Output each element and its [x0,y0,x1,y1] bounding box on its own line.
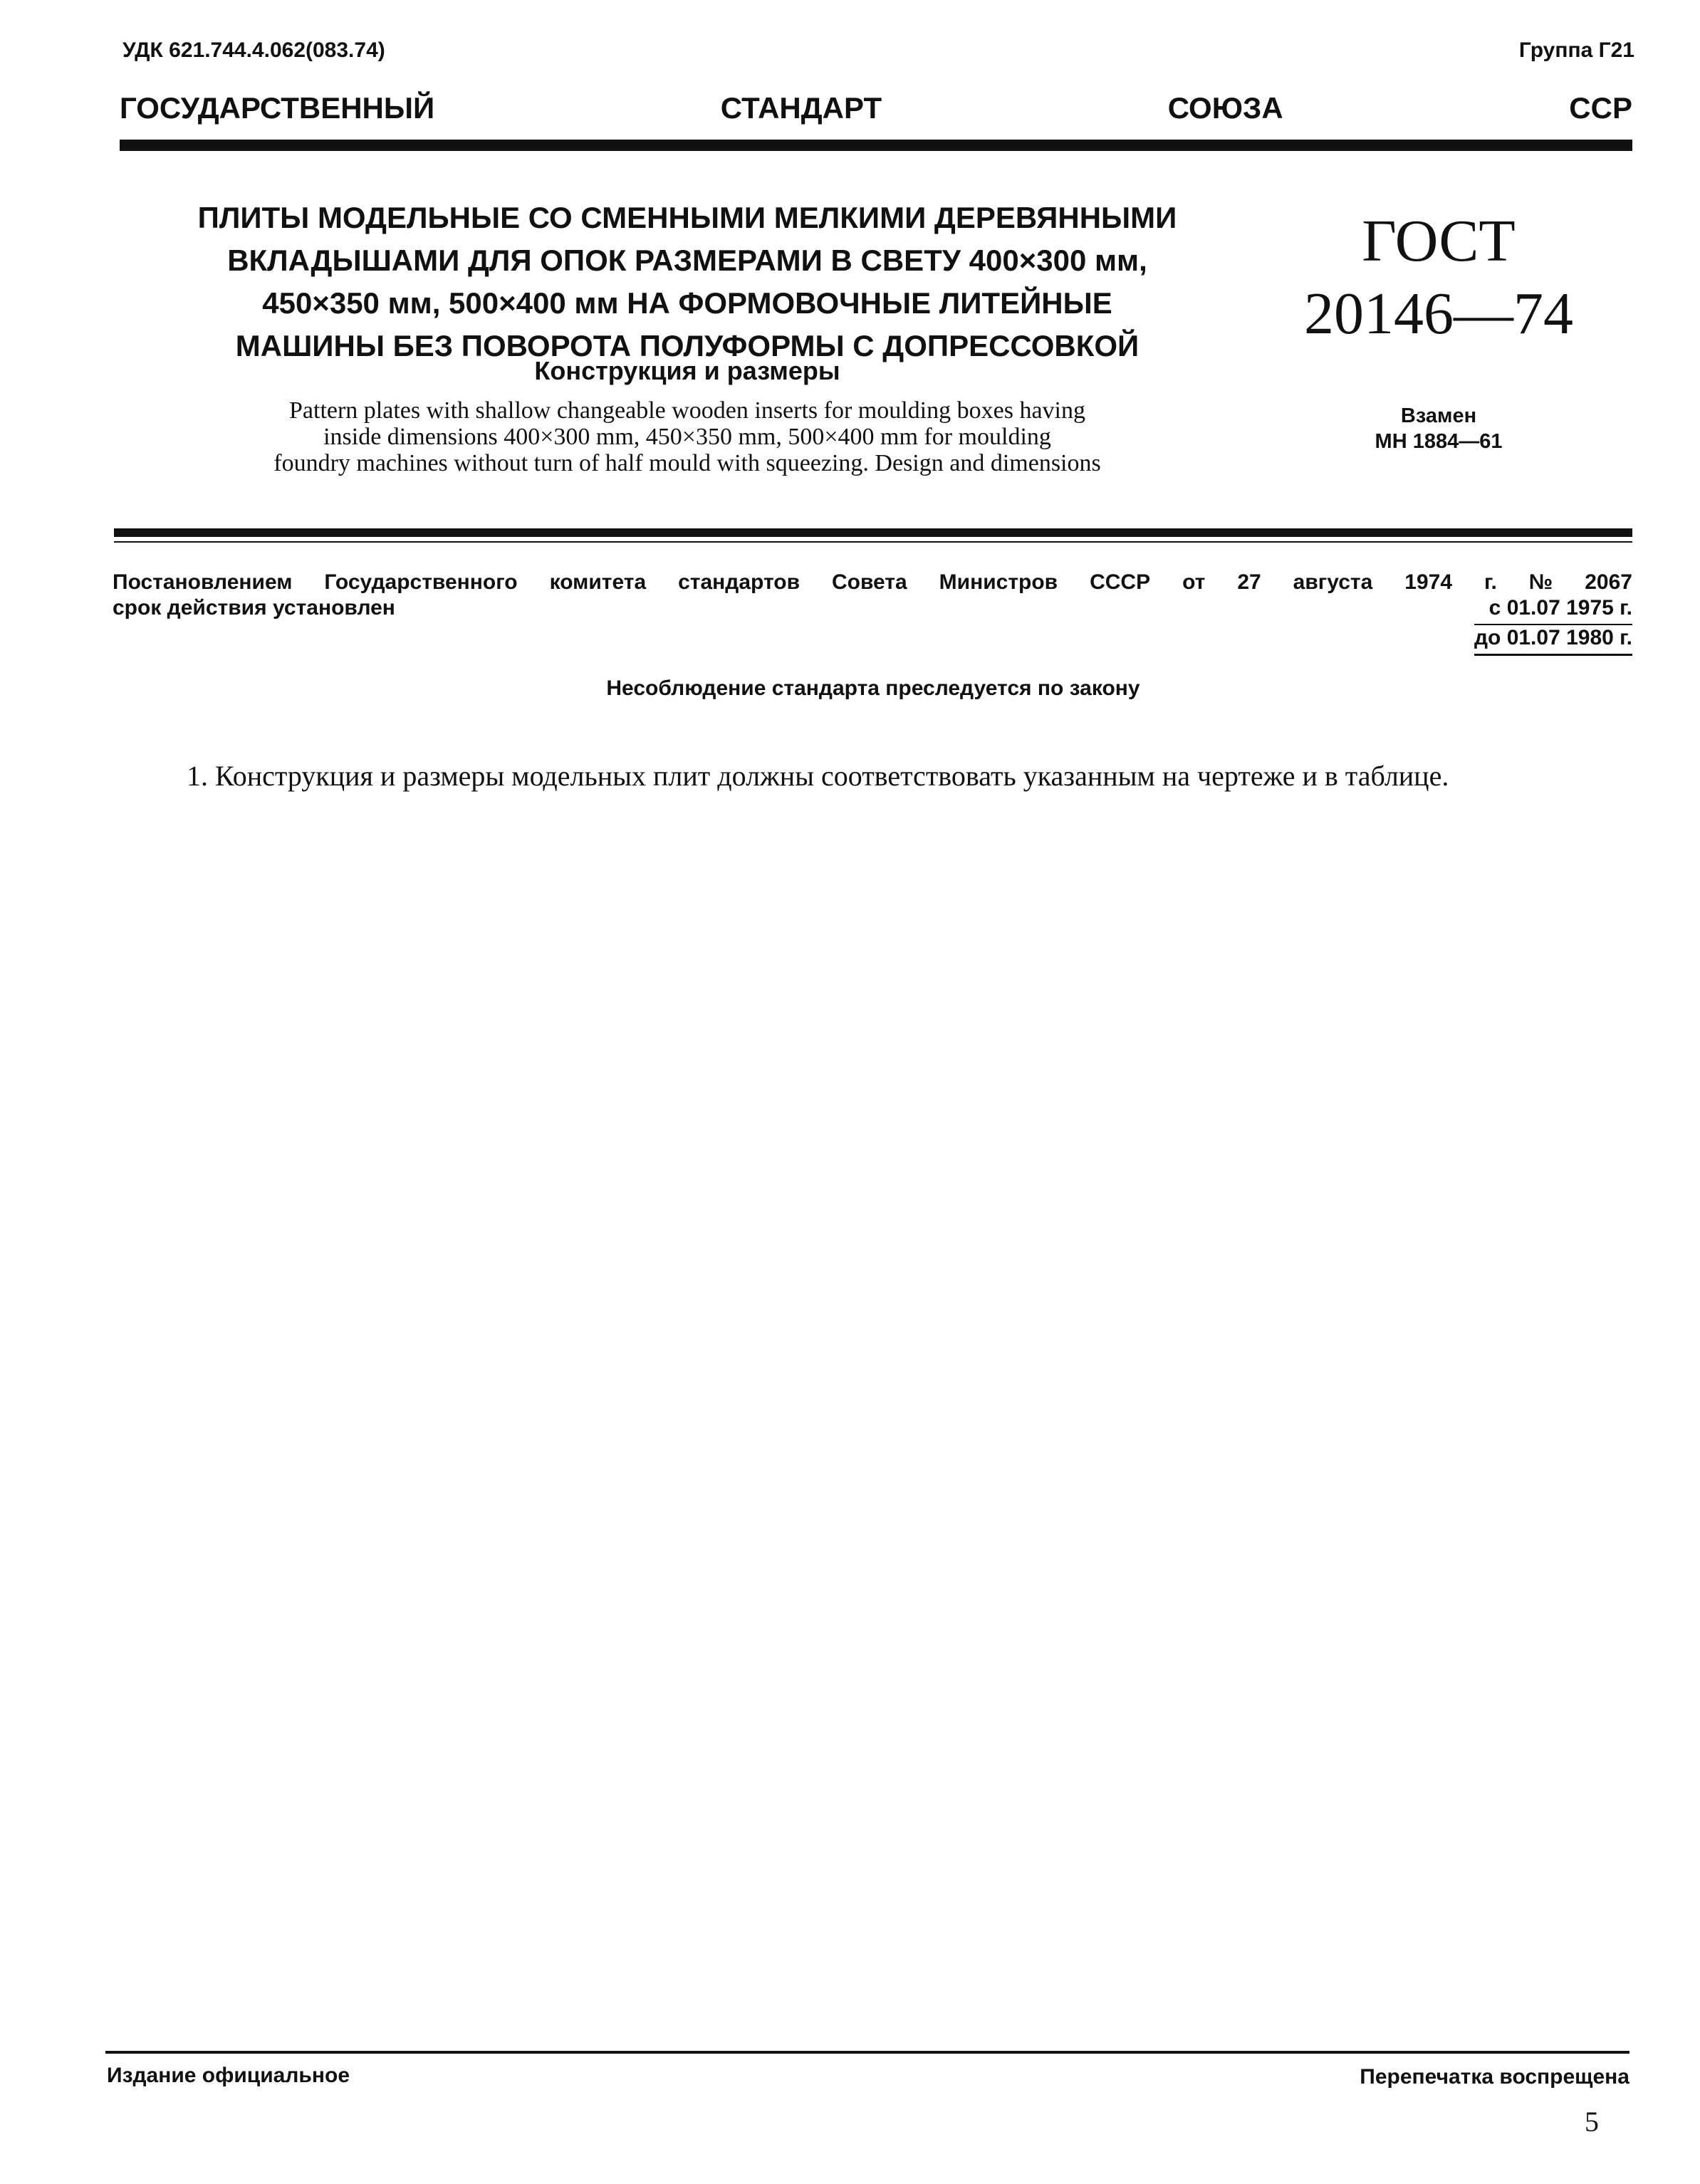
edition-note: Издание официальное [107,2064,350,2087]
replaces-label: Взамен [1400,404,1477,427]
decree-word: СССР [1090,570,1151,594]
decree-word: Государственного [324,570,518,594]
section-rule-thin [114,541,1632,543]
title-line: 450×350 мм, 500×400 мм НА ФОРМОВОЧНЫЕ ЛИТЕЙНЫЕ [262,286,1112,320]
group-code: Группа Г21 [1518,38,1634,62]
decree-word: 1974 [1404,570,1453,594]
term-label: срок действия установлен [113,596,395,620]
decree-word: Постановлением [113,570,293,594]
decree-word: Министров [939,570,1058,594]
section-rule [114,528,1632,537]
udk-code: УДК 621.744.4.062(083.74) [122,38,385,62]
footer-rule [105,2051,1629,2054]
title-line: ВКЛАДЫШАМИ ДЛЯ ОПОК РАЗМЕРАМИ В СВЕТУ 400×300 мм, [227,244,1147,277]
decree-word: 27 [1237,570,1261,594]
decree-word: августа [1293,570,1373,594]
decree-line [113,570,1632,595]
reprint-note: Перепечатка воспрещена [1360,2065,1629,2089]
english-title [164,397,1211,476]
top-rule [120,140,1632,151]
decree-word: № [1528,570,1553,594]
legal-warning: Несоблюдение стандарта преследуется по закону [606,676,1140,700]
english-title-line: inside dimensions 400×300 mm, 450×350 mm, 500×400 mm for moulding [323,424,1051,450]
gost-number: 20146—74 [1304,281,1573,347]
valid-to-date: до 01.07 1980 г. [1474,624,1632,656]
english-title-line: foundry machines without turn of half mould with squeezing. Design and dimensions [273,450,1101,476]
decree-word: стандартов [678,570,801,594]
decree-word: Совета [831,570,907,594]
decree-word: г. [1483,570,1497,594]
decree-word: от [1182,570,1206,594]
standard-banner [120,91,1632,128]
page-number: 5 [1585,2106,1599,2138]
title-line: ПЛИТЫ МОДЕЛЬНЫЕ СО СМЕННЫМИ МЕЛКИМИ ДЕРЕВЯННЫМИ [197,201,1177,234]
decree-word: комитета [549,570,647,594]
banner-word: ССР [1569,91,1632,125]
title-line: МАШИНЫ БЕЗ ПОВОРОТА ПОЛУФОРМЫ С ДОПРЕССОВКОЙ [235,329,1140,362]
clause-1: 1. Конструкция и размеры модельных плит должны соответствовать указанным на чертеже и в таблице. [187,760,1449,792]
gost-designation [1275,205,1602,350]
replaces-block [1275,403,1602,454]
document-title [164,197,1211,367]
valid-from-date: с 01.07 1975 г. [1488,596,1632,620]
replaces-value: МН 1884—61 [1375,430,1503,453]
banner-word: СТАНДАРТ [720,91,882,125]
gost-label: ГОСТ [1362,208,1516,274]
decree-word: 2067 [1585,570,1632,594]
english-title-line: Pattern plates with shallow changeable wooden inserts for moulding boxes having [289,397,1085,424]
banner-word: СОЮЗА [1167,91,1283,125]
document-subtitle: Конструкция и размеры [534,356,840,385]
banner-word: ГОСУДАРСТВЕННЫЙ [120,91,435,125]
